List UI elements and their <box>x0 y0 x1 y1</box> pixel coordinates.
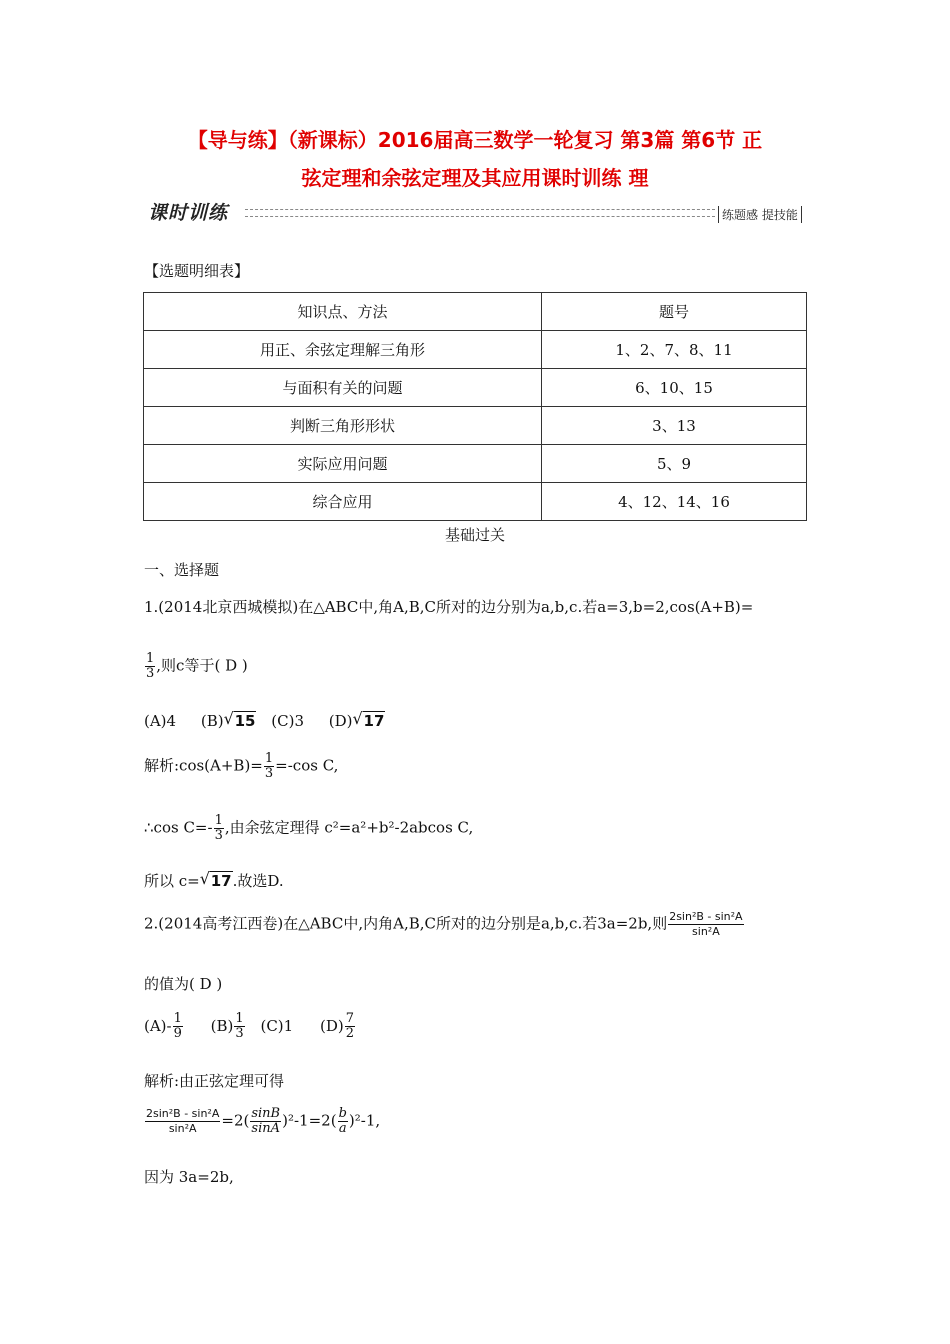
option-a: (A)- $\frac{1}{9}$ <box>144 1011 182 1041</box>
question-1-stem: 1.(2014北京西城模拟)在△ABC中,角A,B,C所对的边分别为a,b,c.若a=3,b=2,cos(A+B)= <box>144 598 754 616</box>
question-1-stem-end: $\frac{1}{3}$ ,则c等于( D ) <box>146 651 248 681</box>
table-cell: 与面积有关的问题 <box>144 369 542 407</box>
table-row <box>144 369 807 407</box>
table-cell: 判断三角形形状 <box>144 407 542 445</box>
table-row <box>144 483 807 521</box>
table-cell: 3、13 <box>542 407 807 445</box>
option-c: (C)3 <box>271 712 304 730</box>
question-2-stem-end: 的值为( D ) <box>144 975 223 993</box>
question-2-solution-1: 解析:由正弦定理可得 <box>144 1072 285 1090</box>
table-cell: 1、2、7、8、11 <box>542 331 807 369</box>
question-2-options <box>144 1012 356 1041</box>
table-cell: 4、12、14、16 <box>542 483 807 521</box>
option-a: (A)4 <box>144 712 177 730</box>
table-cell: 用正、余弦定理解三角形 <box>144 331 542 369</box>
option-b: (B) $\frac{1}{3}$ <box>210 1011 244 1041</box>
table-header-cell: 知识点、方法 <box>144 293 542 331</box>
table-cell: 5、9 <box>542 445 807 483</box>
banner-divider <box>245 209 715 217</box>
option-d: (D) $\frac{7}{2}$ <box>319 1011 354 1041</box>
table-row <box>144 445 807 483</box>
lesson-banner-label: 课时训练 <box>148 202 229 224</box>
question-2-stem: 2.(2014高考江西卷)在△ABC中,内角A,B,C所对的边分别是a,b,c.若3a=2b,则 $\frac{\text{2sin²B - sin²A}}{\text{sin²A}}$ <box>144 910 743 938</box>
question-2-solution-2: $\frac{\text{2sin²B - sin²A}}{\text{sin²A}}$ =2( $\frac{\sin B}{\sin A}$ )²-1=2( $\frac{b}{a}$ )²-1, <box>146 1106 381 1136</box>
question-1-solution-3: 所以 c= √ 17.故选D. <box>144 869 284 890</box>
option-d: (D) √ 17 <box>328 709 385 730</box>
question-2-solution-3: 因为 3a=2b, <box>144 1168 234 1186</box>
table-row <box>144 407 807 445</box>
table-cell: 6、10、15 <box>542 369 807 407</box>
fraction: $\frac{1}{3}$ <box>146 651 155 681</box>
option-c: (C)1 <box>260 1016 294 1035</box>
table-row <box>144 331 807 369</box>
question-1-solution-2: ∴cos C=- $\frac{1}{3}$ ,由余弦定理得 c²=a²+b²-2abcos C, <box>144 813 474 843</box>
selection-detail-table <box>143 292 807 521</box>
section-heading: 一、选择题 <box>144 561 220 579</box>
table-header-row <box>144 293 807 331</box>
table-header-cell: 题号 <box>542 293 807 331</box>
option-b: (B) √ 15 <box>200 709 256 730</box>
level-heading: 基础过关 <box>444 526 505 544</box>
document-title-line1: 【导与练】（新课标）2016届高三数学一轮复习 第3篇 第6节 正 <box>187 128 763 152</box>
document-title-line2: 弦定理和余弦定理及其应用课时训练 理 <box>301 166 649 190</box>
selection-table-title: 【选题明细表】 <box>144 262 250 280</box>
banner-tagline: 练题感 提技能 <box>718 206 802 223</box>
question-1-solution-1: 解析:cos(A+B)= $\frac{1}{3}$ =-cos C, <box>144 751 339 781</box>
table-cell: 综合应用 <box>144 483 542 521</box>
question-1-options <box>144 709 385 730</box>
table-cell: 实际应用问题 <box>144 445 542 483</box>
